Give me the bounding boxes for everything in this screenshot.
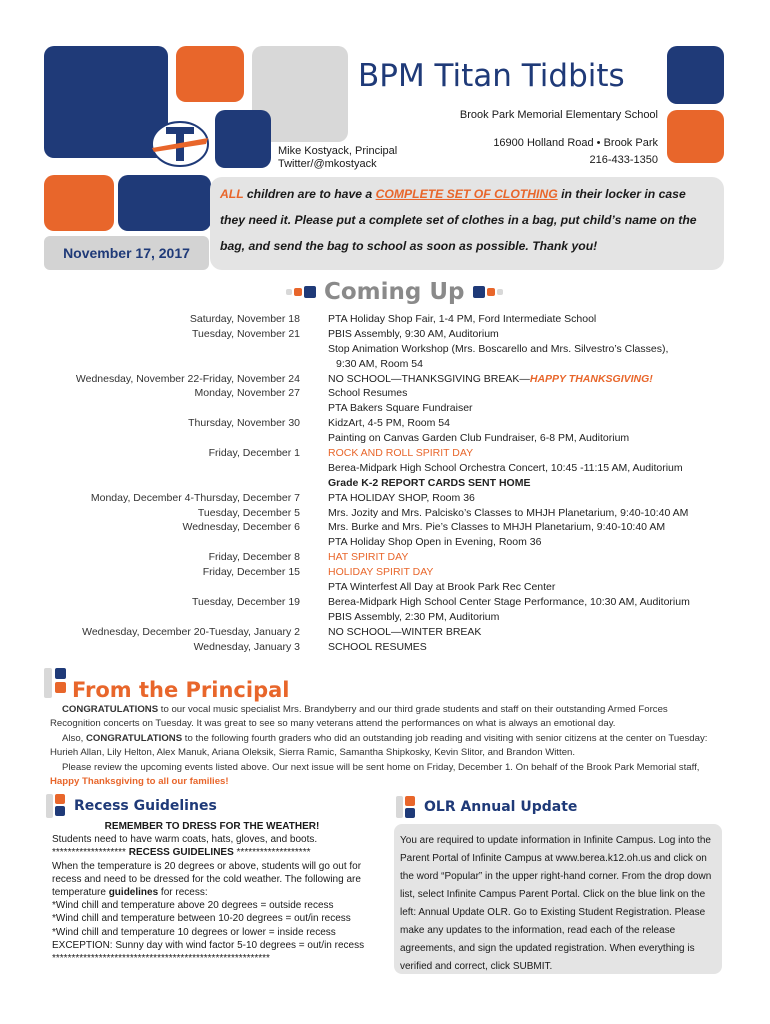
event-item — [328, 357, 690, 372]
event-text: Mrs. Burke and Mrs. Pie’s Classes to MHJH Planetarium, 9:40-10:40 AM — [328, 521, 666, 534]
event-text: NO SCHOOL—THANKSGIVING BREAK— — [328, 372, 530, 385]
newsletter-title: BPM Titan Tidbits — [358, 58, 625, 94]
paragraph-text: to the following fourth graders who did an outstanding job reading and visiting with senior citizens at the center on Tuesday: Hurieh Allan, Lily Helton, Alex Manuk, Ariana Oleksik, Sierra Ramic, Samantha Shipkosky, Kevin Slitor, and Brandon Witten. — [50, 732, 708, 759]
event-text: HAT SPIRIT DAY — [328, 551, 409, 564]
event-item — [328, 446, 690, 461]
coming-up-title: Coming Up — [324, 279, 465, 305]
event-item — [328, 342, 690, 357]
event-date: Thursday, November 30 — [188, 417, 300, 430]
event-date — [76, 535, 300, 550]
principal-info — [278, 145, 397, 171]
thanksgiving-highlight: Happy Thanksgiving to all our families! — [50, 776, 229, 788]
school-name: Brook Park Memorial Elementary School — [459, 109, 658, 121]
event-text: School Resumes — [328, 387, 408, 400]
event-text: Painting on Canvas Garden Club Fundraiser, 6-8 PM, Auditorium — [328, 432, 630, 445]
event-text: PTA Holiday Shop Fair, 1-4 PM, Ford Intermediate School — [328, 313, 597, 325]
event-date: Tuesday, November 21 — [192, 327, 300, 340]
event-dates — [76, 312, 300, 654]
decor-block — [405, 796, 415, 806]
banner-text-4: in their locker in case they need it. Please put a complete set of clothes in a bag, put child’s name on the bag, and send the bag to school as soon as possible. Thank you! — [220, 187, 697, 253]
recess-decor — [46, 794, 70, 818]
phone-line: 216-433-1350 — [589, 154, 658, 166]
guidelines-bold: guidelines — [108, 887, 159, 899]
banner-text-2: children are to have a — [243, 187, 376, 201]
decor-square — [215, 110, 271, 168]
olr-body: You are required to update information in Infinite Campus. Log into the Parent Portal of Infinite Campus at www.berea.k12.oh.us and click on the word “Popular” in the upper right-hand corner. From the drop down list, select Infinite Campus Parent Portal. Click on the blue link on the left: Annual Update OLR. Go to Existing Student Registration. Please make any updates to the information, read each of the release agreements, and sign the updated registration. When everything is verified and correct, click SUBMIT. — [400, 835, 712, 972]
decor-block — [497, 289, 503, 295]
event-text: PTA HOLIDAY SHOP, Room 36 — [328, 491, 475, 504]
event-date — [76, 431, 300, 446]
recess-line: Students need to have warm coats, hats, gloves, and boots. — [52, 834, 318, 846]
event-item — [328, 431, 690, 446]
event-text: SCHOOL RESUMES — [328, 640, 427, 653]
principal-twitter: Twitter/@mkostyack — [278, 158, 377, 170]
event-text: PBIS Assembly, 2:30 PM, Auditorium — [328, 610, 500, 623]
principal-letter — [50, 703, 720, 789]
issue-date: November 17, 2017 — [44, 236, 209, 270]
recess-rule: *Wind chill and temperature 10 degrees or lower = inside recess — [52, 926, 336, 938]
decor-block — [473, 286, 485, 298]
event-date — [76, 580, 300, 595]
happy-thanksgiving: HAPPY THANKSGIVING! — [529, 372, 653, 385]
event-text: Berea-Midpark High School Center Stage Performance, 10:30 AM, Auditorium — [328, 595, 690, 608]
event-item — [328, 640, 690, 655]
paragraph-text: Please review the upcoming events listed above. Our next issue will be sent home on Friday, December 1. On behalf of the Brook Park Memorial staff, — [62, 761, 700, 773]
olr-box — [394, 824, 722, 974]
banner-highlight: COMPLETE SET OF CLOTHING — [375, 187, 558, 201]
event-item — [328, 491, 690, 506]
event-text: Berea-Midpark High School Orchestra Concert, 10:45 -11:15 AM, Auditorium — [328, 461, 683, 474]
event-date: Friday, December 1 — [208, 447, 300, 460]
event-text: Grade K-2 REPORT CARDS SENT HOME — [328, 476, 531, 489]
stars: ******************* — [52, 847, 126, 859]
event-text: PTA Bakers Square Fundraiser — [328, 402, 473, 415]
recess-rule: *Wind chill and temperature between 10-20 degrees = out/in recess — [52, 913, 351, 925]
decor-square — [667, 46, 724, 104]
recess-content — [52, 820, 372, 965]
event-text: HOLIDAY SPIRIT DAY — [328, 566, 434, 579]
coming-up-heading — [286, 277, 503, 307]
decor-block — [294, 288, 302, 296]
event-item — [328, 312, 690, 327]
event-item — [328, 476, 690, 491]
olr-heading: OLR Annual Update — [424, 799, 578, 815]
stars-divider: ******************************************************** — [52, 953, 270, 965]
clothing-banner — [210, 177, 724, 270]
decor-square — [44, 175, 114, 231]
event-item — [328, 416, 690, 431]
principal-section-heading: From the Principal — [72, 678, 290, 702]
event-text: ROCK AND ROLL SPIRIT DAY — [328, 447, 474, 460]
decor-block — [55, 682, 66, 693]
event-text: PTA Winterfest All Day at Brook Park Rec Center — [328, 581, 556, 594]
principal-paragraph-3 — [50, 761, 720, 790]
recess-guidelines-title — [52, 846, 372, 859]
event-date — [76, 401, 300, 416]
event-text: Stop Animation Workshop (Mrs. Boscarello and Mrs. Silvestro’s Classes), — [328, 342, 669, 355]
decor-square — [118, 175, 211, 231]
recess-line — [52, 860, 372, 900]
event-date: Tuesday, December 19 — [192, 595, 300, 608]
titan-logo-icon — [148, 118, 212, 170]
recess-text: for recess: — [158, 887, 208, 899]
banner-text — [220, 181, 714, 259]
decor-block — [44, 668, 52, 698]
school-address — [493, 135, 658, 169]
event-item — [328, 401, 690, 416]
event-date: Friday, December 15 — [202, 566, 300, 579]
address-line: 16900 Holland Road • Brook Park — [493, 137, 658, 149]
stars: ******************* — [236, 847, 311, 859]
decor-block — [55, 806, 65, 816]
event-text: 9:30 AM, Room 54 — [336, 357, 423, 370]
recess-heading: Recess Guidelines — [74, 798, 217, 814]
event-date — [76, 610, 300, 625]
event-item — [328, 372, 690, 387]
event-date — [76, 476, 300, 491]
event-date: Friday, December 8 — [208, 551, 300, 564]
event-date: Wednesday, December 20-Tuesday, January 2 — [82, 625, 300, 638]
decor-square — [667, 110, 724, 163]
decor-block — [55, 668, 66, 679]
decor-block — [396, 796, 403, 818]
event-text: PBIS Assembly, 9:30 AM, Auditorium — [328, 327, 499, 340]
event-date: Wednesday, January 3 — [193, 640, 300, 653]
recess-rule: *Wind chill and temperature above 20 degrees = outside recess — [52, 900, 334, 912]
event-item — [328, 625, 690, 640]
event-item — [328, 506, 690, 521]
decor-block — [55, 794, 65, 804]
paragraph-text: to our vocal music specialist Mrs. Brandyberry and our third grade students and staff on their outstanding Armed Forces Recognition concerts on Tuesday. It was great to see so many veterans attend the performances on what is always an emotional day. — [50, 704, 668, 730]
decor-block — [487, 288, 495, 296]
decor-block — [405, 808, 415, 818]
event-item — [328, 565, 690, 580]
event-item — [328, 535, 690, 550]
principal-paragraph-2 — [50, 732, 720, 761]
banner-all: ALL — [220, 187, 244, 201]
event-date — [76, 461, 300, 476]
decor-block — [304, 286, 316, 298]
event-item — [328, 461, 690, 476]
event-date: Wednesday, December 6 — [182, 521, 300, 534]
event-text: KidzArt, 4-5 PM, Room 54 — [328, 417, 450, 430]
event-date: Monday, December 4-Thursday, December 7 — [90, 491, 300, 504]
principal-name: Mike Kostyack, Principal — [278, 145, 398, 157]
event-item — [328, 610, 690, 625]
event-list — [328, 312, 690, 654]
decor-block — [286, 289, 292, 295]
event-date: Wednesday, November 22-Friday, November 24 — [75, 372, 300, 385]
event-text: PTA Holiday Shop Open in Evening, Room 36 — [328, 536, 542, 549]
event-item — [328, 520, 690, 535]
recess-text: When the temperature is 20 degrees or above, students will go out for recess and need to be dressed for the cold weather. The following are temperature — [52, 860, 362, 899]
event-item — [328, 327, 690, 342]
paragraph-text: Also, — [62, 732, 86, 744]
event-item — [328, 580, 690, 595]
guidelines-label: RECESS GUIDELINES — [125, 847, 237, 859]
event-text: Mrs. Jozity and Mrs. Palcisko’s Classes to MHJH Planetarium, 9:40-10:40 AM — [328, 506, 689, 519]
event-date — [76, 342, 300, 357]
event-date — [76, 357, 300, 372]
event-date: Tuesday, December 5 — [197, 506, 300, 519]
principal-paragraph-1 — [50, 703, 720, 732]
decor-block — [46, 794, 53, 818]
event-item — [328, 386, 690, 401]
olr-decor — [396, 796, 418, 818]
event-date: Saturday, November 18 — [189, 313, 300, 325]
recess-rule: EXCEPTION: Sunny day with wind factor 5-10 degrees = out/in recess — [52, 939, 365, 951]
event-text: NO SCHOOL—WINTER BREAK — [328, 625, 482, 638]
event-date: Monday, November 27 — [194, 387, 300, 400]
event-item — [328, 595, 690, 610]
principal-section-decor — [44, 668, 70, 698]
event-item — [328, 550, 690, 565]
congrats-bold: CONGRATULATIONS — [86, 732, 183, 744]
decor-square — [176, 46, 244, 102]
recess-reminder: REMEMBER TO DRESS FOR THE WEATHER! — [104, 821, 320, 832]
congrats-bold: CONGRATULATIONS — [62, 704, 159, 715]
